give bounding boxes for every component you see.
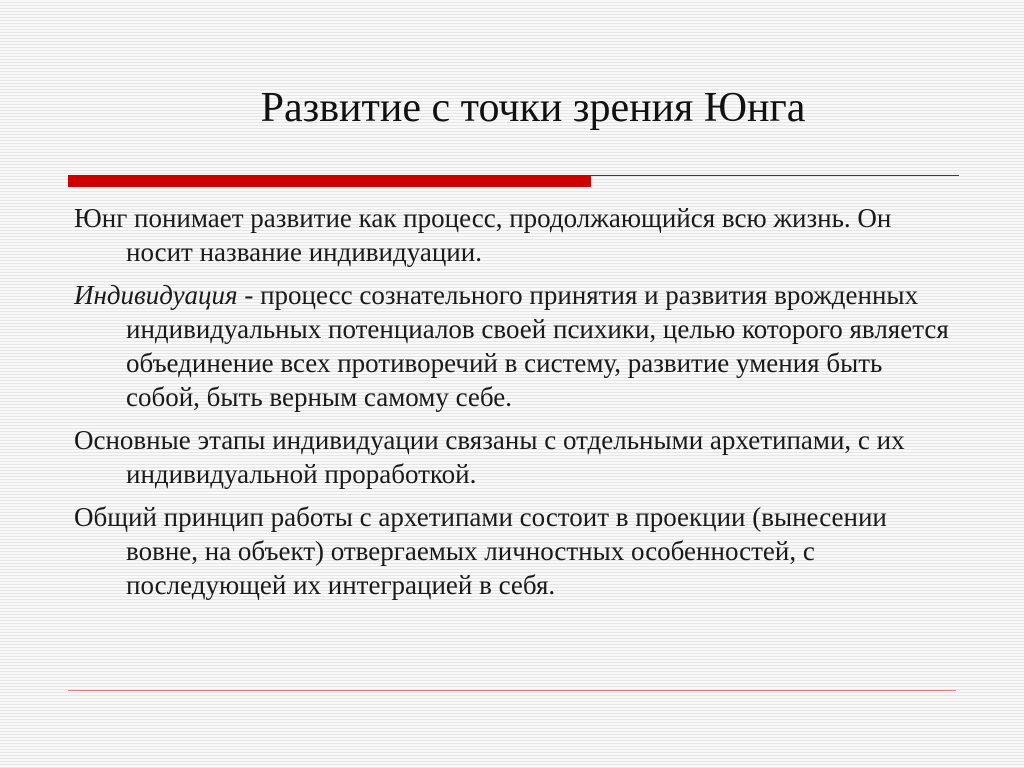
term-individuation: Индивидуация: [74, 280, 238, 310]
title-underline-thin: [591, 175, 959, 176]
body-paragraph-1: Юнг понимает развитие как процесс, продолжающийся всю жизнь. Он носит название индивидуации.: [74, 203, 892, 267]
body-paragraph-4: Общий принцип работы с архетипами состоит в проекции (вынесении вовне, на объект) отвергаемых личностных особенностей, с последующей их интеграцией в себя.: [74, 502, 887, 600]
footer-divider: [68, 690, 956, 691]
body-paragraph-3: Основные этапы индивидуации связаны с отдельными архетипами, с их индивидуальной проработкой.: [74, 425, 905, 489]
definition-text: - процесс сознательного принятия и развития врожденных индивидуальных потенциалов своей психики, целью которого является объединение всех противоречий в систему, развитие умения быть собой, быть верным самому себе.: [126, 280, 949, 412]
slide-body: [74, 201, 954, 611]
title-underline-thick: [68, 175, 591, 187]
slide-title: Развитие с точки зрения Юнга: [260, 85, 806, 131]
body-paragraph-2: [74, 278, 954, 414]
